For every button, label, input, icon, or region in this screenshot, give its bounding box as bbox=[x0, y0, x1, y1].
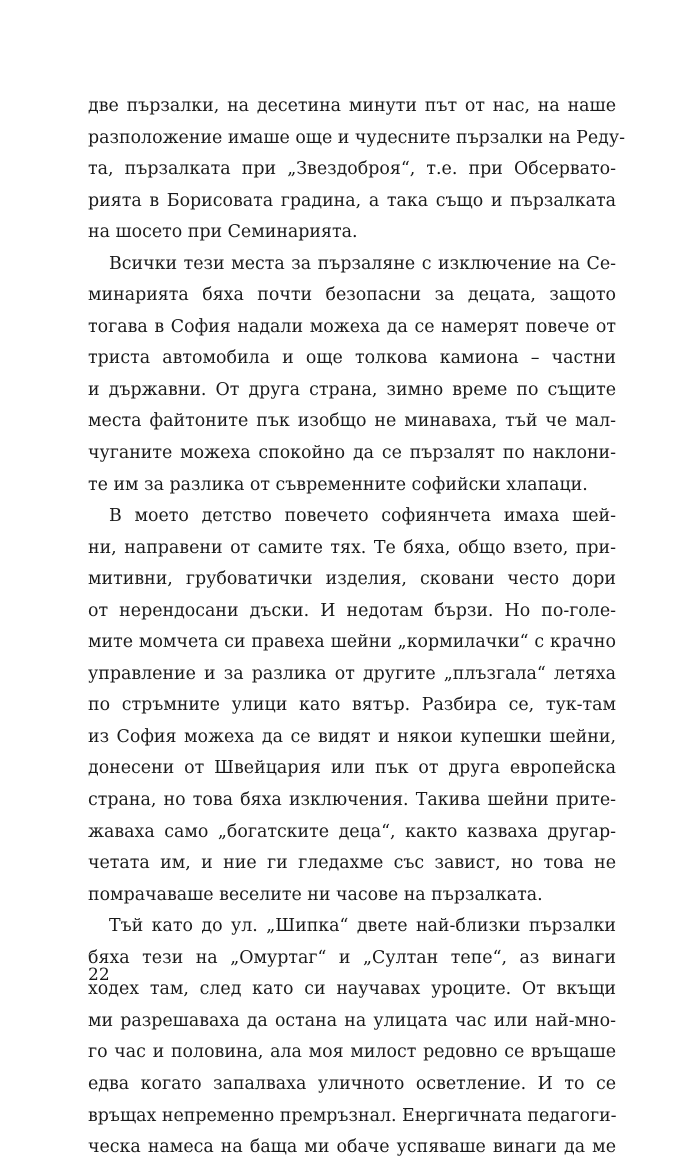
paragraph bbox=[88, 501, 616, 911]
paragraph bbox=[88, 911, 616, 1163]
text-line: триста автомобила и още толкова камиона – частни bbox=[88, 348, 616, 369]
text-line: връщах непременно премръзнал. Енергичната педагоги- bbox=[88, 1105, 617, 1126]
text-line: ческа намеса на баща ми обаче успяваше винаги да ме bbox=[88, 1137, 616, 1158]
text-line: жаваха само „богатските деца“, както казваха другар- bbox=[88, 821, 616, 842]
text-line: ходех там, след като си научавах уроците. От вкъщи bbox=[88, 979, 616, 1000]
text-line: две пързалки, на десетина минути път от нас, на наше bbox=[88, 96, 616, 116]
text-line: го час и половина, ала моя милост редовно се връщаше bbox=[88, 1042, 616, 1063]
text-line: Тъй като до ул. „Шипка“ двете най-близки пързалки bbox=[109, 916, 616, 937]
body-text bbox=[88, 91, 625, 1164]
text-line: донесени от Швейцария или пък от друга европейска bbox=[88, 758, 616, 779]
text-line: управление и за разлика от другите „плъзгала“ летяха bbox=[88, 663, 616, 684]
text-line: бяха тези на „Омуртаг“ и „Султан тепе“, аз винаги bbox=[88, 947, 616, 968]
text-line: та, пързалката при „Звездоброя“, т.е. при Обсервато- bbox=[88, 159, 616, 180]
text-line: четата им, и ние ги гледахме със завист, но това не bbox=[88, 853, 616, 874]
text-line: минарията бяха почти безопасни за децата, защото bbox=[88, 285, 616, 306]
text-line: чуганите можеха спокойно да се пързалят по наклони- bbox=[88, 443, 616, 464]
text-line: и държавни. От друга страна, зимно време по същите bbox=[88, 379, 616, 400]
text-line: на шосето при Семинарията. bbox=[88, 222, 358, 243]
paragraph bbox=[88, 91, 625, 249]
text-line: ми разрешаваха да остана на улицата час или най-мно- bbox=[88, 1010, 616, 1031]
text-line: те им за разлика от съвременните софийски хлапаци. bbox=[88, 474, 588, 495]
text-line: ни, направени от самите тях. Те бяха, общо взето, при- bbox=[88, 537, 616, 558]
text-line: рията в Борисовата градина, а така също и пързалката bbox=[88, 190, 616, 211]
text-line: места файтоните пък изобщо не минаваха, тъй че мал- bbox=[88, 411, 616, 432]
paragraph bbox=[88, 249, 616, 501]
text-line: разположение имаше още и чудесните пързалки на Реду- bbox=[88, 127, 625, 148]
text-line: едва когато запалваха уличното осветление. И то се bbox=[88, 1073, 616, 1094]
text-line: В моето детство повечето софиянчета имаха шей- bbox=[109, 506, 616, 527]
text-line: по стръмните улици като вятър. Разбира се, тук-там bbox=[88, 695, 616, 716]
text-line: тогава в София надали можеха да се намерят повече от bbox=[88, 316, 616, 337]
text-line: страна, но това бяха изключения. Такива шейни прите- bbox=[88, 790, 616, 811]
text-line: митивни, грубоватички изделия, сковани често дори bbox=[88, 569, 616, 590]
text-line: помрачаваше веселите ни часове на пързалката. bbox=[88, 884, 543, 905]
text-line: Всички тези места за пързаляне с изключение на Се- bbox=[109, 253, 616, 274]
page-number: 22 bbox=[88, 965, 110, 985]
text-line: из София можеха да се видят и някои купешки шейни, bbox=[88, 726, 616, 747]
text-line: мите момчета си правеха шейни „кормилачки“ с крачно bbox=[88, 632, 616, 653]
text-line: от нерендосани дъски. И недотам бързи. Но по-голе- bbox=[88, 600, 616, 621]
